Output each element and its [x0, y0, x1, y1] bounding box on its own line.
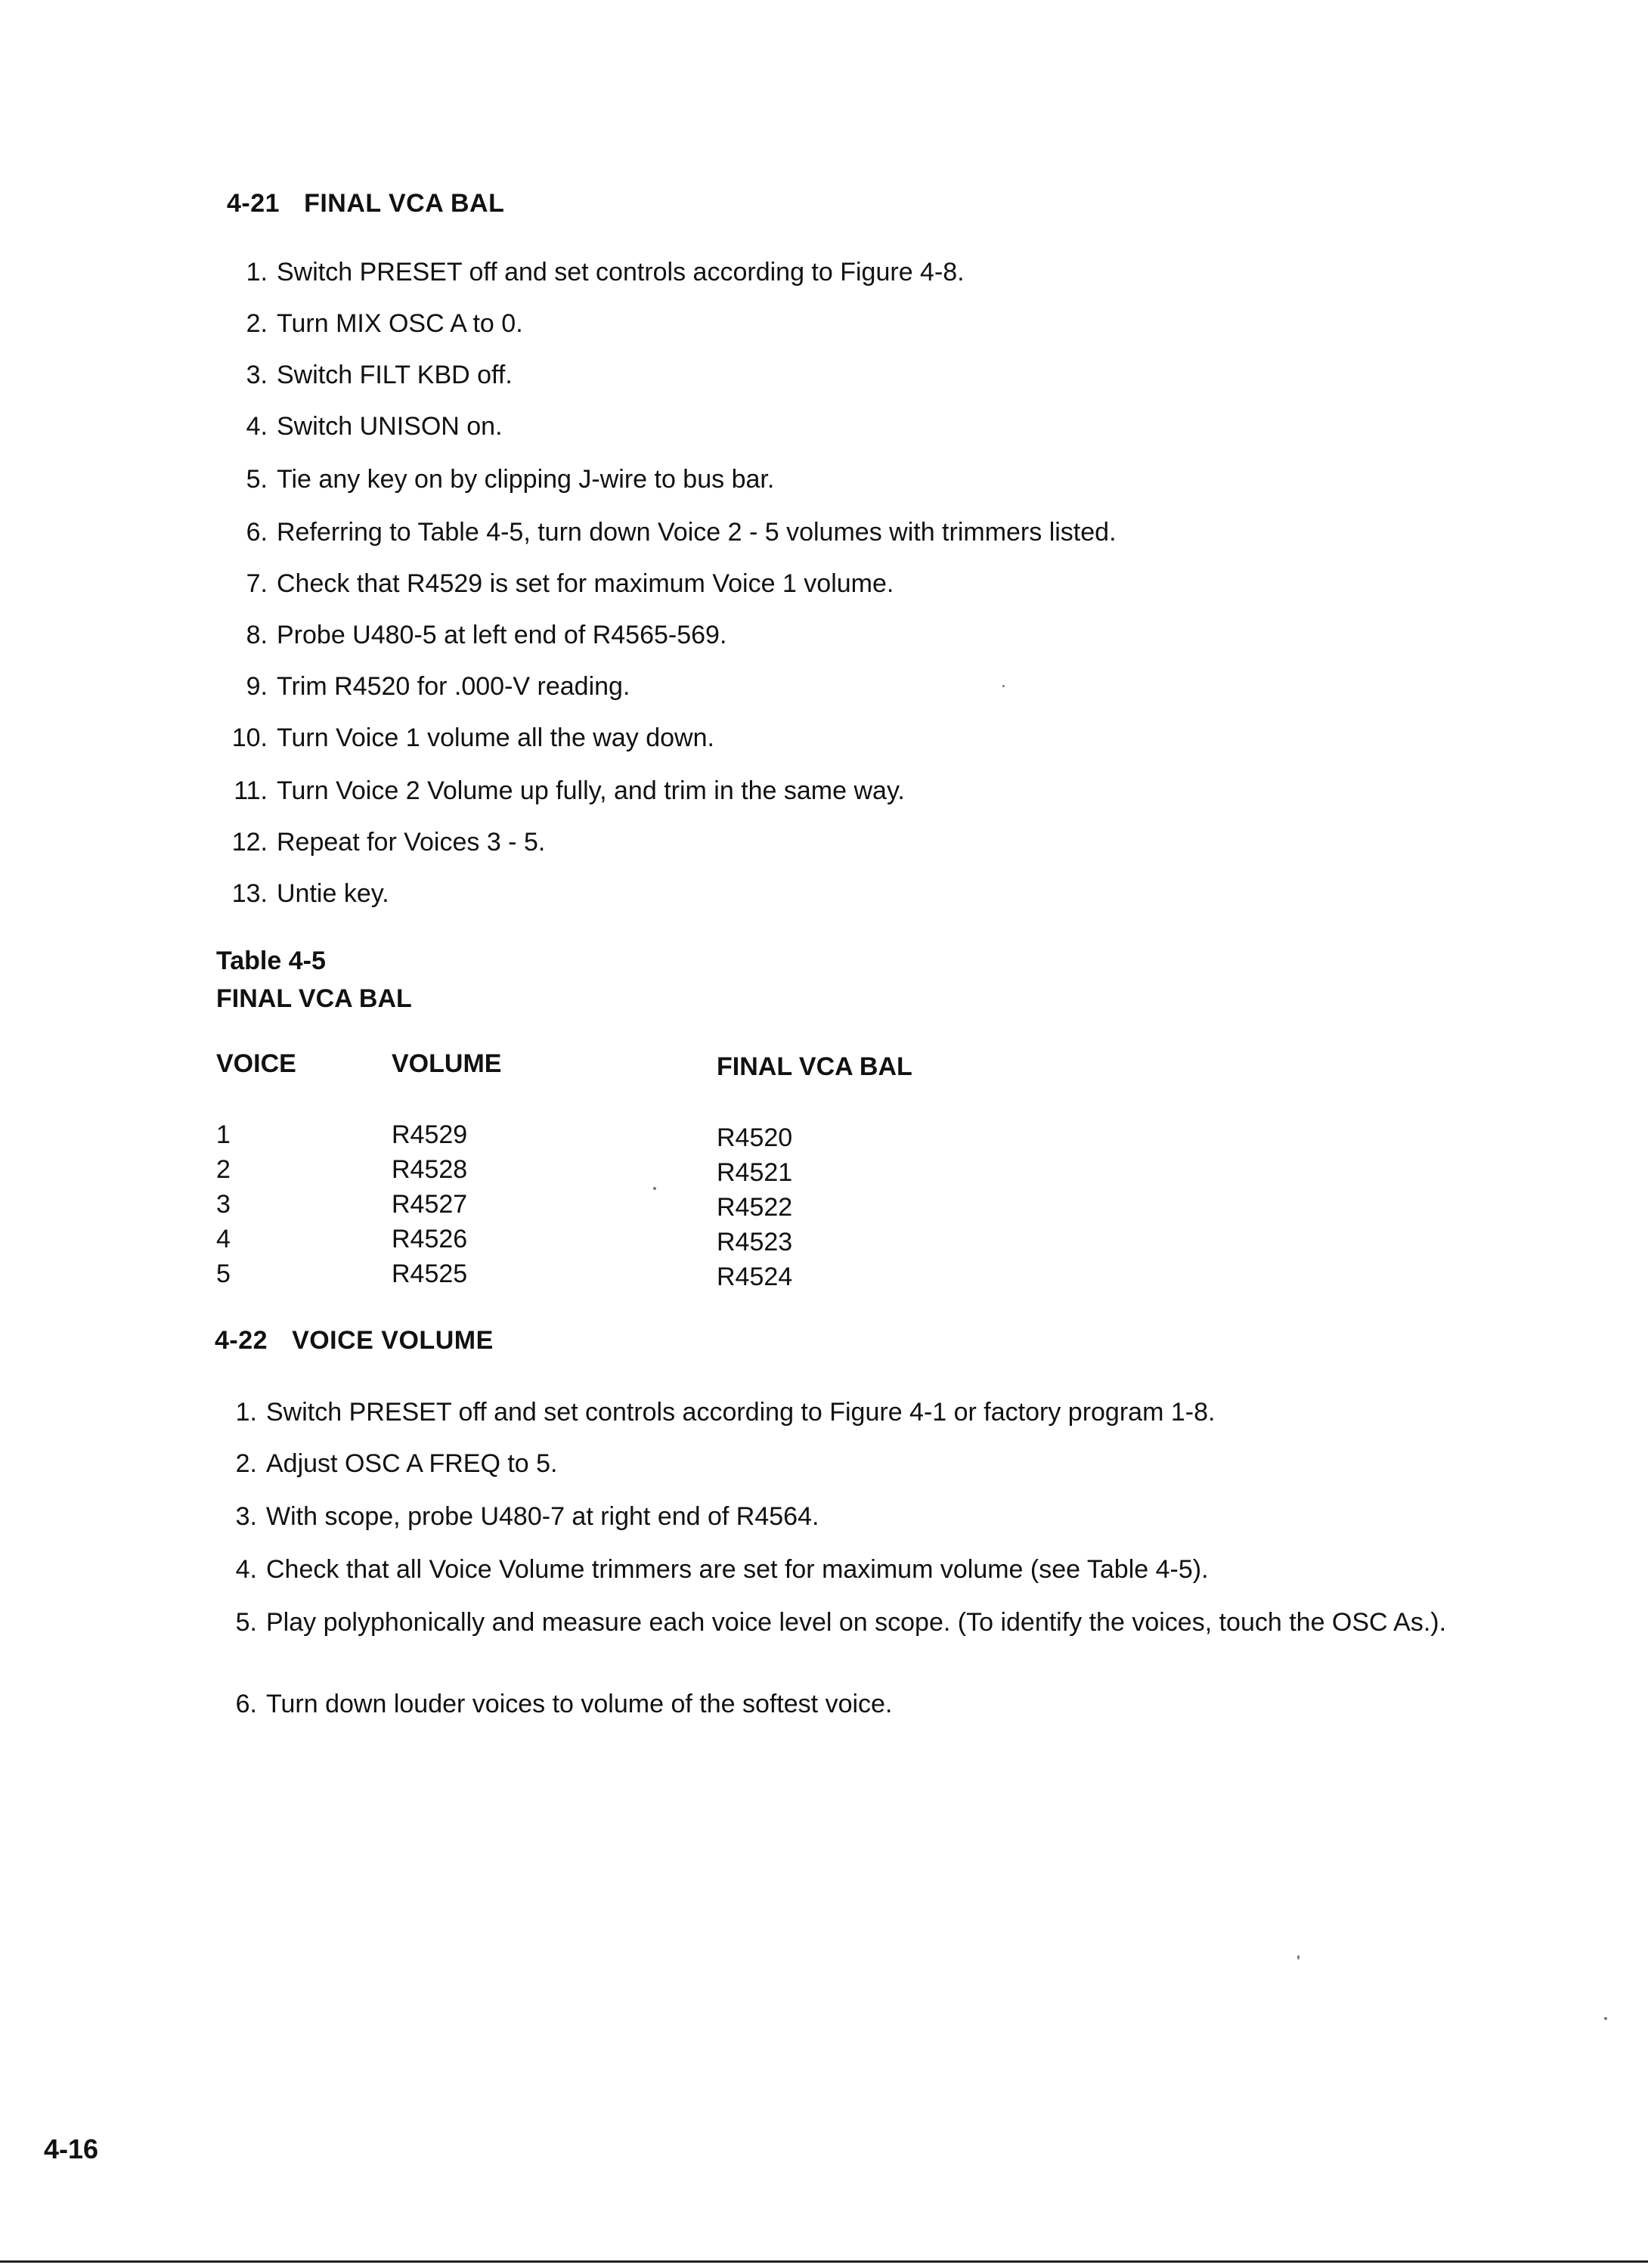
step-text: Play polyphonically and measure each voice level on scope. (To identify the voices, touch the OSC As.). [266, 1608, 1447, 1637]
list-item [246, 256, 965, 289]
step-text: Turn Voice 1 volume all the way down. [277, 723, 714, 752]
list-item [246, 618, 727, 652]
list-item [235, 1447, 558, 1480]
step-text: Switch FILT KBD off. [277, 361, 513, 389]
step-number: 1. [246, 258, 268, 287]
step-number: 3. [235, 1502, 257, 1531]
step-number: 4. [235, 1555, 257, 1584]
list-item [246, 516, 1117, 549]
table-cell: R4520 [717, 1123, 793, 1152]
table-title: FINAL VCA BAL [216, 984, 412, 1013]
list-item [235, 1606, 1521, 1639]
table-header-voice: VOICE [216, 1049, 296, 1078]
section-heading-4-22 [215, 1326, 494, 1356]
list-item [235, 1396, 1216, 1429]
table-cell: R4526 [392, 1225, 468, 1253]
step-text: Switch PRESET off and set controls according to Figure 4-1 or factory program 1-8. [266, 1398, 1216, 1427]
step-number: 13. [231, 879, 268, 908]
step-text: Tie any key on by clipping J-wire to bus bar. [277, 465, 775, 494]
list-item [246, 410, 503, 443]
step-text: Adjust OSC A FREQ to 5. [266, 1449, 558, 1478]
list-item [234, 774, 905, 807]
table-cell: 3 [216, 1190, 231, 1219]
scan-speck [1297, 1955, 1300, 1960]
table-cell: R4528 [392, 1155, 468, 1184]
section-title: VOICE VOLUME [292, 1326, 494, 1355]
table-label: Table 4-5 [216, 947, 326, 975]
step-number: 11. [234, 776, 268, 805]
step-number: 10. [231, 723, 268, 752]
list-item [246, 307, 523, 340]
section-title: FINAL VCA BAL [304, 189, 505, 218]
list-item [246, 567, 894, 600]
step-number: 6. [246, 518, 268, 547]
list-item [231, 826, 546, 859]
step-text: Switch PRESET off and set controls according to Figure 4-8. [277, 258, 965, 287]
scan-speck [1604, 2017, 1607, 2020]
section-heading-4-21 [227, 189, 504, 218]
step-number: 2. [235, 1449, 257, 1478]
section-number: 4-22 [215, 1326, 268, 1355]
step-number: 7. [246, 569, 268, 598]
table-cell: R4523 [717, 1228, 793, 1256]
table-cell: 4 [216, 1225, 231, 1253]
step-text: With scope, probe U480-7 at right end of R4564. [266, 1502, 819, 1531]
table-cell: R4524 [717, 1263, 793, 1291]
step-text: Untie key. [277, 879, 389, 908]
list-item [231, 721, 714, 754]
step-number: 4. [246, 412, 268, 441]
step-text: Turn Voice 2 Volume up fully, and trim in the same way. [277, 776, 905, 805]
step-number: 6. [235, 1690, 257, 1718]
step-number: 8. [246, 621, 268, 649]
scan-speck [1002, 685, 1005, 687]
step-text: Switch UNISON on. [277, 412, 503, 441]
step-text: Repeat for Voices 3 - 5. [277, 828, 546, 857]
table-cell: R4522 [717, 1193, 793, 1222]
table-cell: 1 [216, 1120, 231, 1149]
list-item [235, 1553, 1209, 1586]
table-cell: 5 [216, 1259, 231, 1288]
step-text: Turn MIX OSC A to 0. [277, 309, 523, 338]
list-item [246, 358, 513, 392]
list-item [231, 877, 389, 910]
table-header-volume: VOLUME [392, 1049, 502, 1078]
list-item [235, 1500, 819, 1533]
step-text: Referring to Table 4-5, turn down Voice 2 - 5 volumes with trimmers listed. [277, 518, 1117, 547]
section-number: 4-21 [227, 189, 280, 218]
step-number: 2. [246, 309, 268, 338]
step-text: Probe U480-5 at left end of R4565-569. [277, 621, 727, 649]
step-number: 9. [246, 672, 268, 701]
step-text: Check that all Voice Volume trimmers are set for maximum volume (see Table 4-5). [266, 1555, 1209, 1584]
step-number: 5. [246, 465, 268, 494]
scan-speck [653, 1187, 656, 1190]
table-header-final-vca-bal: FINAL VCA BAL [717, 1052, 912, 1081]
step-number: 12. [231, 828, 268, 857]
page-number: 4-16 [44, 2133, 99, 2164]
step-text: Turn down louder voices to volume of the softest voice. [266, 1690, 893, 1718]
step-number: 3. [246, 361, 268, 389]
list-item [246, 463, 775, 496]
list-item [235, 1687, 893, 1721]
step-number: 5. [235, 1608, 257, 1637]
table-cell: R4529 [392, 1120, 468, 1149]
list-item [246, 670, 630, 703]
step-text: Check that R4529 is set for maximum Voice 1 volume. [277, 569, 894, 598]
table-cell: R4521 [717, 1158, 793, 1187]
table-cell: R4527 [392, 1190, 468, 1219]
step-number: 1. [235, 1398, 257, 1427]
bottom-edge-rule [0, 2260, 1648, 2263]
table-caption [216, 942, 412, 1018]
table-cell: R4525 [392, 1259, 468, 1288]
step-text: Trim R4520 for .000-V reading. [277, 672, 630, 701]
table-cell: 2 [216, 1155, 231, 1184]
